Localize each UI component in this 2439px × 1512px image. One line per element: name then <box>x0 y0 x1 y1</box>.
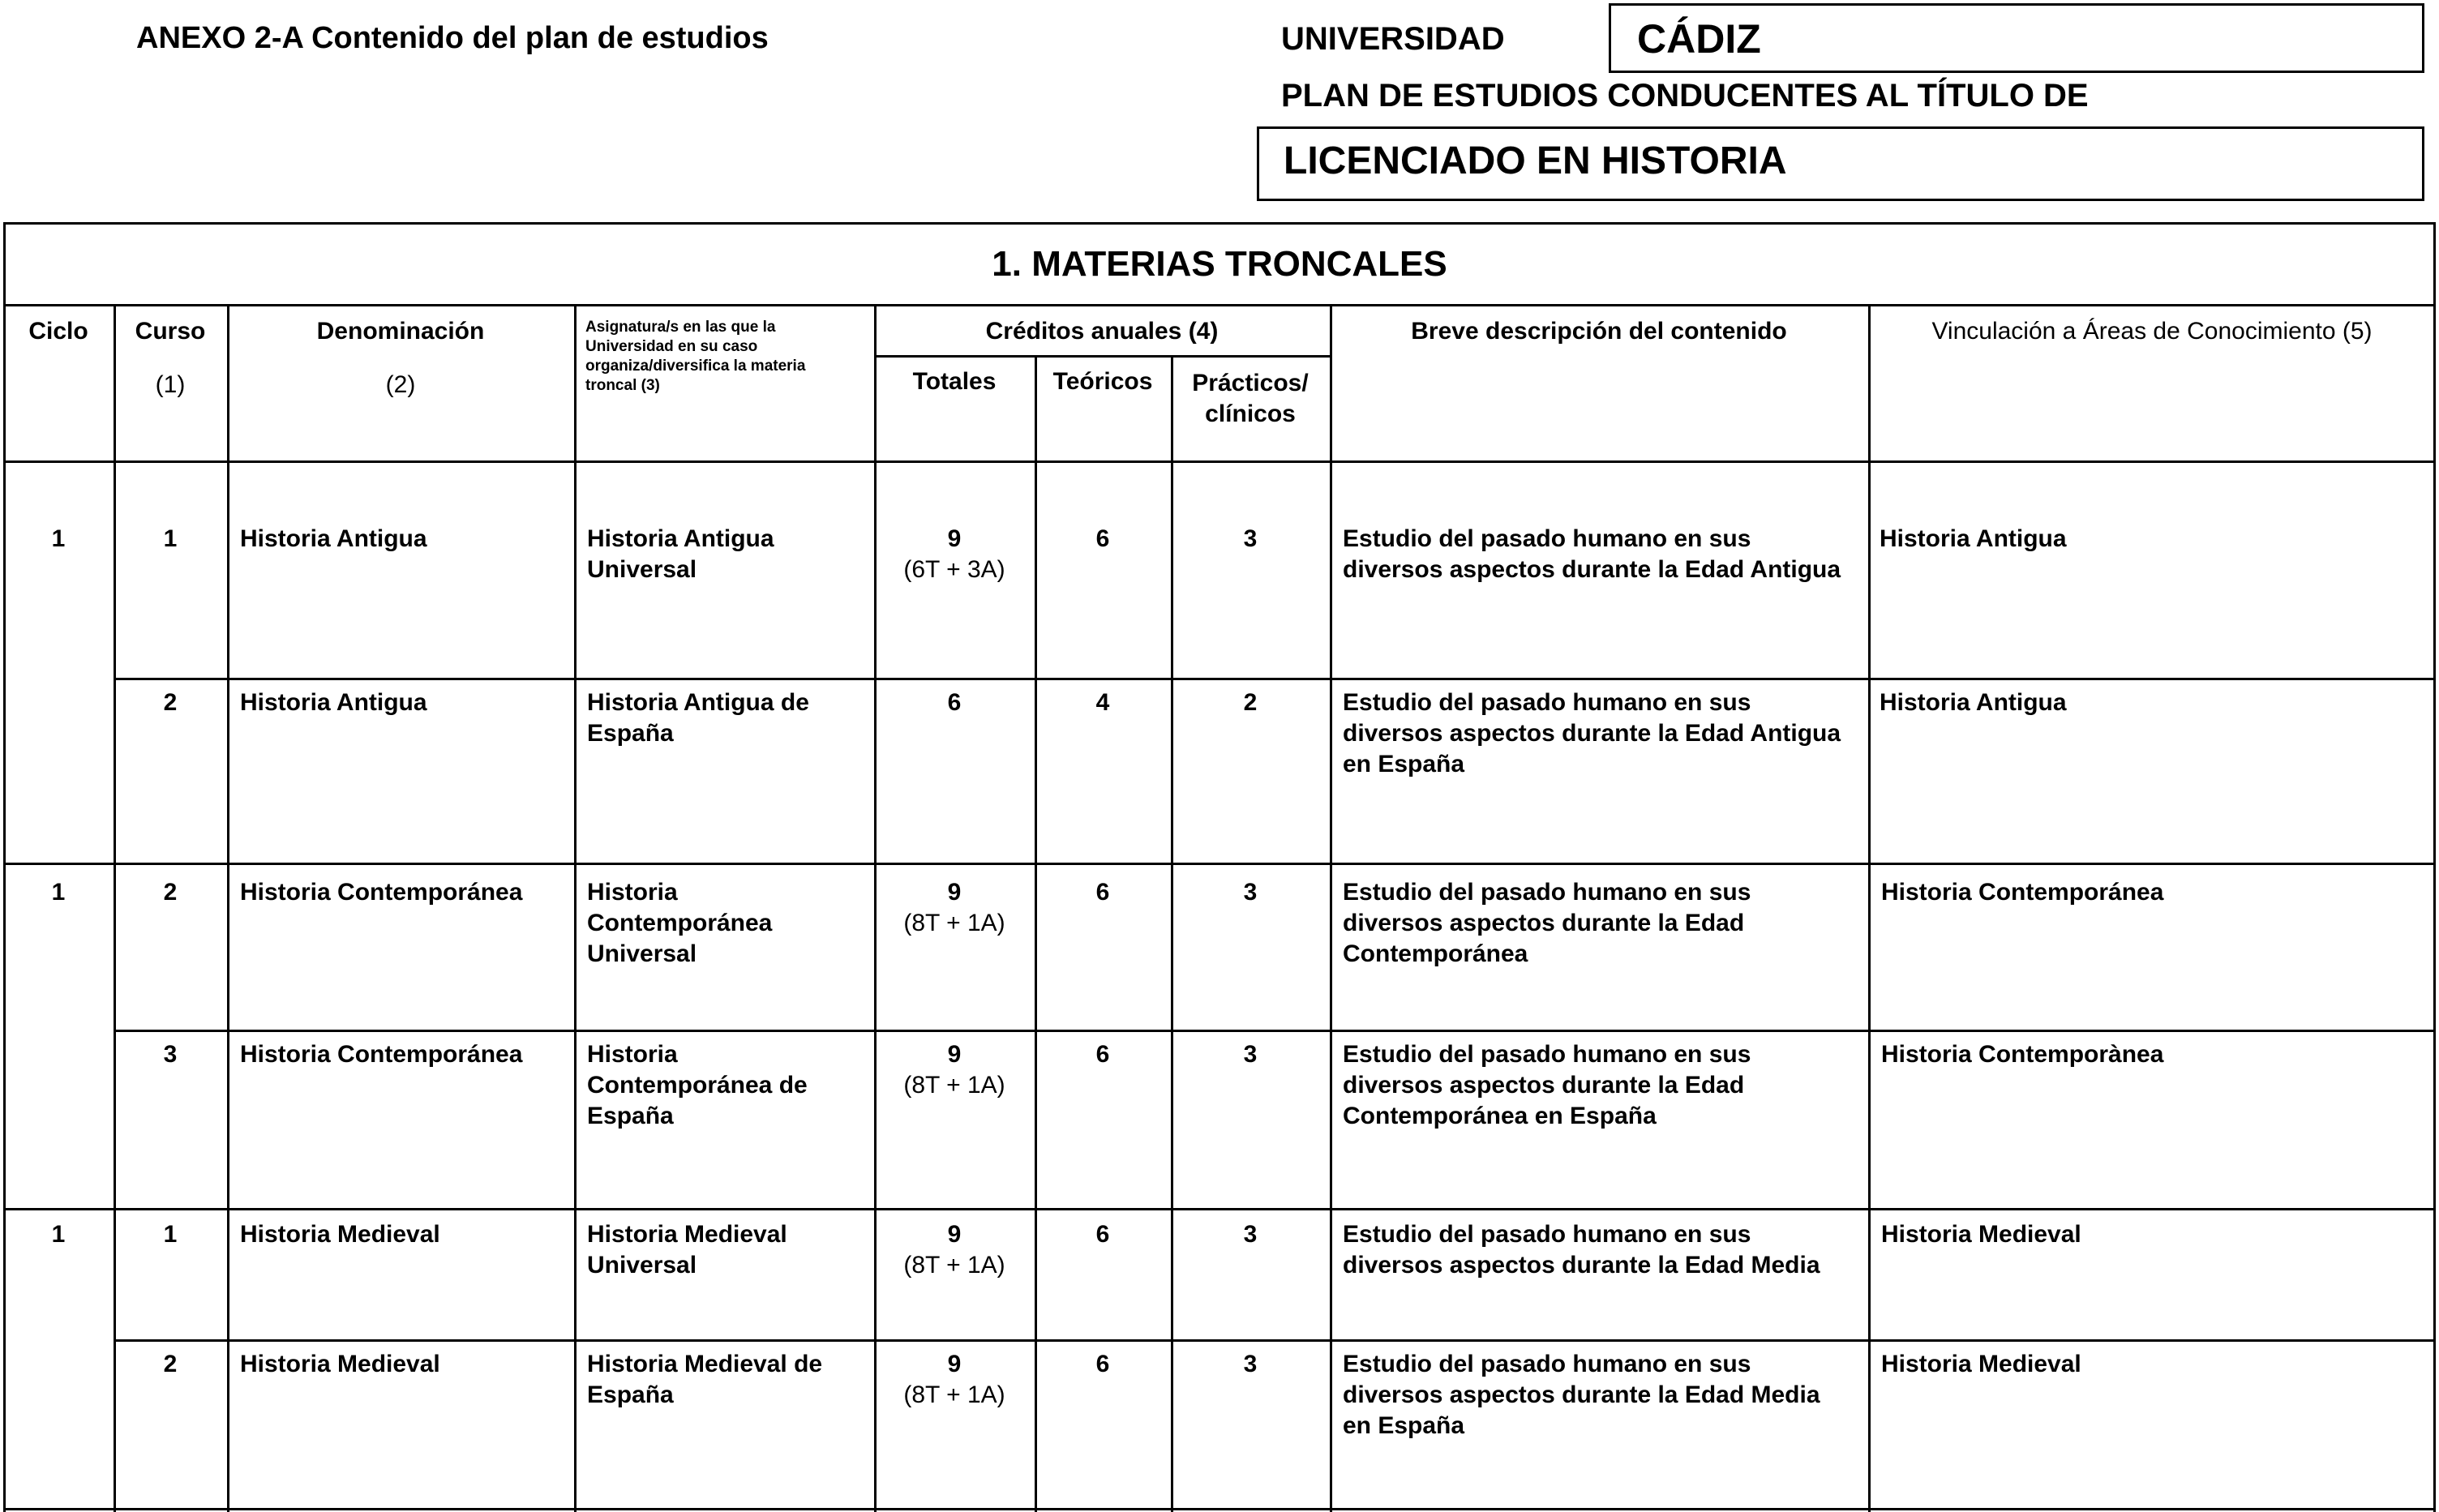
degree-title: LICENCIADO EN HISTORIA <box>1257 126 2424 201</box>
row5-descripcion: Estudio del pasado humano en sus diversos aspectos durante la Edad Media <box>1343 1221 1820 1279</box>
header-totales: Totales <box>912 368 997 395</box>
header-practicos: Prácticos/ clínicos <box>1192 370 1309 427</box>
row4-practicos: 3 <box>1243 1041 1258 1068</box>
row1-totales-detail: (6T + 3A) <box>903 556 1005 583</box>
row-line <box>114 1030 2436 1032</box>
row-line <box>3 863 2436 865</box>
row4-totales-detail: (8T + 1A) <box>903 1072 1005 1099</box>
row6-totales: 9 <box>947 1351 962 1377</box>
row6-teoricos: 6 <box>1095 1351 1110 1377</box>
header-asignatura: Asignatura/s en las que la Universidad en su caso organiza/diversifica la materia troncal (3) <box>585 319 806 394</box>
row2-asignatura: Historia Antigua de España <box>587 689 809 747</box>
row2-curso: 2 <box>163 689 178 716</box>
col-divider <box>114 306 116 1512</box>
row2-teoricos: 4 <box>1095 689 1110 716</box>
row4-totales: 9 <box>947 1041 962 1068</box>
row4-area: Historia Contemporànea <box>1881 1041 2164 1068</box>
row1-ciclo: 1 <box>51 525 66 552</box>
header-ciclo: Ciclo <box>28 318 88 345</box>
credits-subheader-line <box>874 355 1330 358</box>
row2-denominacion: Historia Antigua <box>240 689 427 716</box>
row-line <box>114 1339 2436 1342</box>
row3-denominacion: Historia Contemporánea <box>240 879 523 906</box>
row-line <box>114 678 2436 680</box>
row6-area: Historia Medieval <box>1881 1351 2081 1377</box>
col-divider <box>574 306 577 1512</box>
plan-label: PLAN DE ESTUDIOS CONDUCENTES AL TÍTULO DE <box>1281 78 2089 114</box>
row3-practicos: 3 <box>1243 879 1258 906</box>
row1-curso: 1 <box>163 525 178 552</box>
row6-practicos: 3 <box>1243 1351 1258 1377</box>
row3-totales: 9 <box>947 879 962 906</box>
row5-area: Historia Medieval <box>1881 1221 2081 1248</box>
row3-descripcion: Estudio del pasado humano en sus diversos aspectos durante la Edad Contemporánea <box>1343 879 1751 967</box>
row5-practicos: 3 <box>1243 1221 1258 1248</box>
header-descripcion: Breve descripción del contenido <box>1411 318 1787 345</box>
row6-totales-detail: (8T + 1A) <box>903 1381 1005 1408</box>
row1-area: Historia Antigua <box>1880 525 2067 552</box>
row5-asignatura: Historia Medieval Universal <box>587 1221 787 1279</box>
row4-asignatura: Historia Contemporánea de España <box>587 1041 808 1129</box>
row3-ciclo: 1 <box>51 879 66 906</box>
header-vinculacion: Vinculación a Áreas de Conocimiento (5) <box>1931 318 2373 345</box>
row1-descripcion: Estudio del pasado humano en sus diversos aspectos durante la Edad Antigua <box>1343 525 1841 583</box>
col-divider <box>227 306 229 1512</box>
row6-asignatura: Historia Medieval de España <box>587 1351 823 1408</box>
row5-curso: 1 <box>163 1221 178 1248</box>
section-title: 1. MATERIAS TRONCALES <box>3 222 2436 306</box>
row3-teoricos: 6 <box>1095 879 1110 906</box>
header-curso-note: (1) <box>155 371 186 398</box>
university-name: CÁDIZ <box>1609 3 2424 73</box>
row4-teoricos: 6 <box>1095 1041 1110 1068</box>
row3-area: Historia Contemporánea <box>1881 879 2164 906</box>
row4-curso: 3 <box>163 1041 178 1068</box>
row3-totales-detail: (8T + 1A) <box>903 910 1005 936</box>
row2-area: Historia Antigua <box>1880 689 2067 716</box>
row2-descripcion: Estudio del pasado humano en sus diversos aspectos durante la Edad Antigua en España <box>1343 689 1841 777</box>
row-line <box>3 1508 2436 1510</box>
university-label: UNIVERSIDAD <box>1281 21 1505 57</box>
row5-ciclo: 1 <box>51 1221 66 1248</box>
annex-title: ANEXO 2-A Contenido del plan de estudios <box>136 21 769 55</box>
row3-curso: 2 <box>163 879 178 906</box>
header-bottom-line <box>3 460 2436 463</box>
col-divider <box>1868 306 1871 1512</box>
row6-denominacion: Historia Medieval <box>240 1351 440 1377</box>
row-line <box>3 1208 2436 1210</box>
row2-practicos: 2 <box>1243 689 1258 716</box>
header-curso: Curso <box>135 318 206 345</box>
header-denominacion: Denominación <box>316 318 485 345</box>
row1-practicos: 3 <box>1243 525 1258 552</box>
row5-denominacion: Historia Medieval <box>240 1221 440 1248</box>
row3-asignatura: Historia Contemporánea Universal <box>587 879 773 967</box>
header-creditos: Créditos anuales (4) <box>985 318 1219 345</box>
row5-teoricos: 6 <box>1095 1221 1110 1248</box>
row1-denominacion: Historia Antigua <box>240 525 427 552</box>
header-denominacion-note: (2) <box>385 371 416 398</box>
col-divider <box>1330 306 1332 1512</box>
header-teoricos: Teóricos <box>1052 368 1153 395</box>
row4-denominacion: Historia Contemporánea <box>240 1041 523 1068</box>
row4-descripcion: Estudio del pasado humano en sus diversos aspectos durante la Edad Contemporánea en España <box>1343 1041 1751 1129</box>
row1-asignatura: Historia Antigua Universal <box>587 525 774 583</box>
row1-totales: 9 <box>947 525 962 552</box>
row6-descripcion: Estudio del pasado humano en sus diversos aspectos durante la Edad Media en España <box>1343 1351 1820 1439</box>
row1-teoricos: 6 <box>1095 525 1110 552</box>
row5-totales: 9 <box>947 1221 962 1248</box>
row6-curso: 2 <box>163 1351 178 1377</box>
row5-totales-detail: (8T + 1A) <box>903 1252 1005 1279</box>
row2-totales: 6 <box>947 689 962 716</box>
